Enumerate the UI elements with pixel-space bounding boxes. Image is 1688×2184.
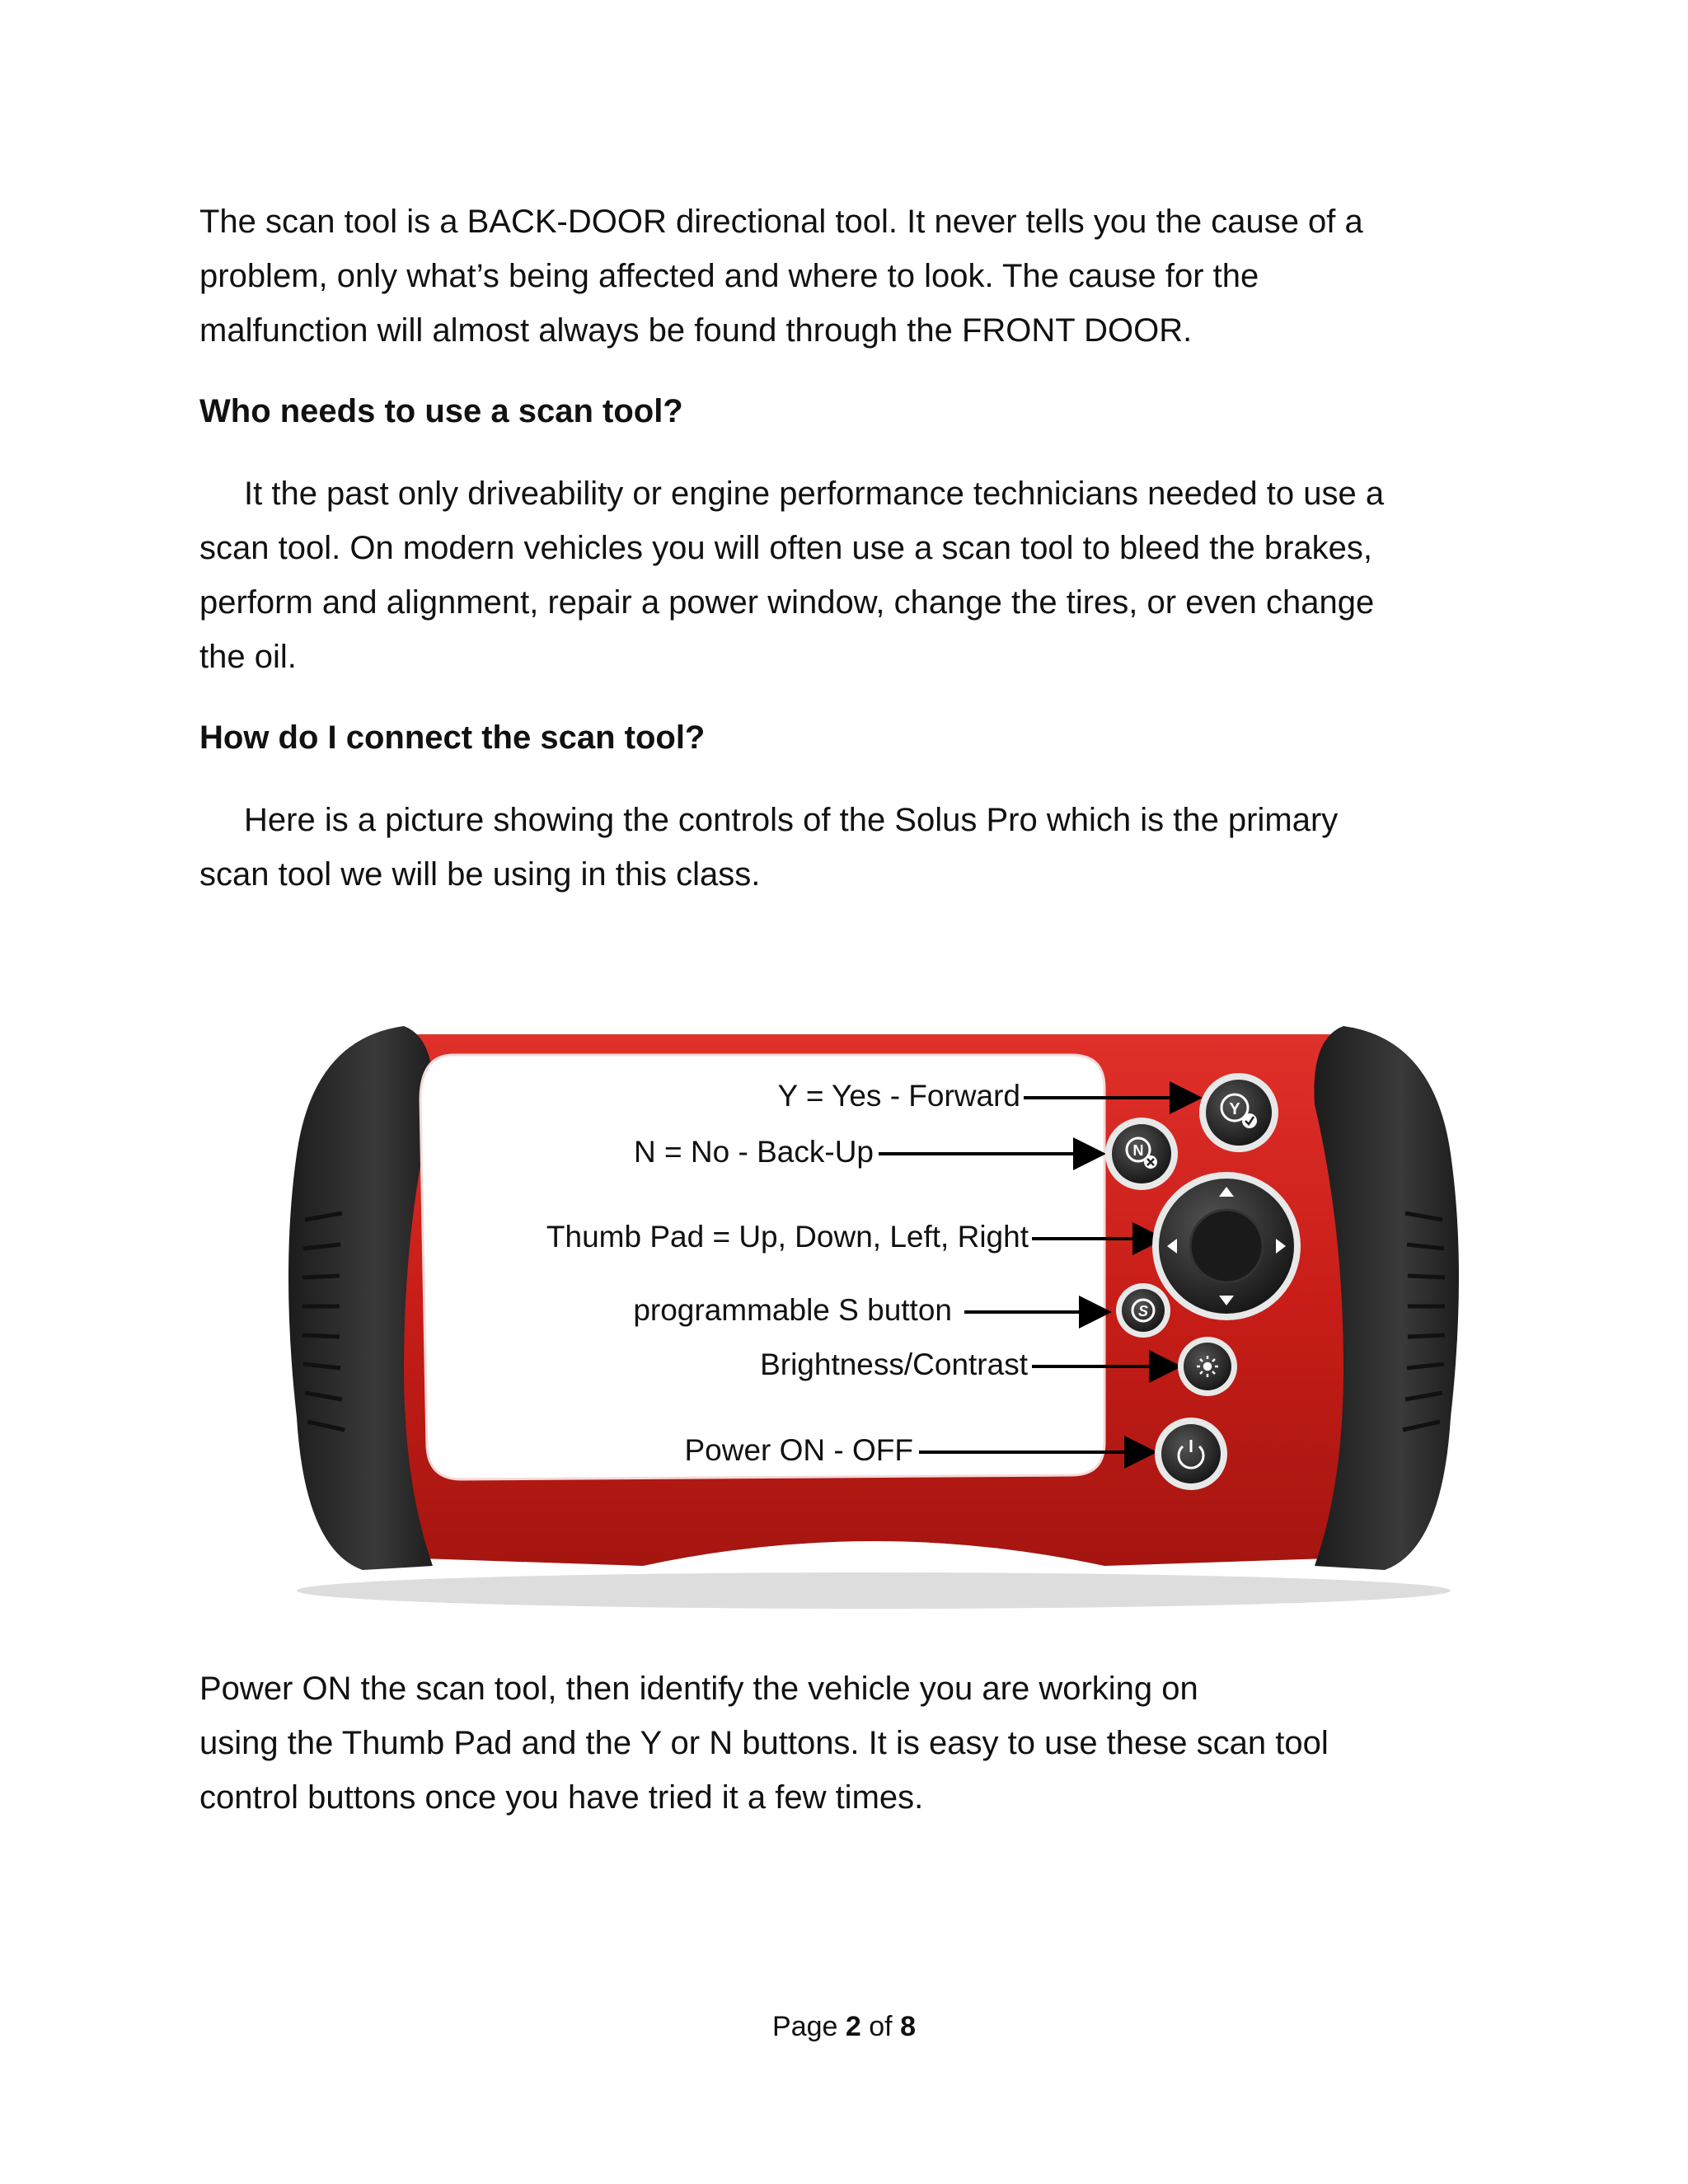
text-line: scan tool we will be using in this class. (199, 856, 761, 893)
power-button[interactable] (1155, 1418, 1227, 1490)
text-line: problem, only what’s being affected and where to look. The cause for the (199, 258, 1259, 294)
text-line: control buttons once you have tried it a few times. (199, 1779, 924, 1816)
text-line: scan tool. On modern vehicles you will often use a scan tool to bleed the brakes, (199, 530, 1373, 566)
n-button-glyph: N (1132, 1142, 1144, 1159)
of-word: of (869, 2011, 893, 2042)
check-icon (1242, 1113, 1257, 1128)
current-page-number: 2 (845, 2011, 861, 2042)
thumb-pad-center (1190, 1210, 1263, 1282)
solus-pro-figure (280, 1022, 1467, 1615)
text-line: using the Thumb Pad and the Y or N buttons. It is easy to use these scan tool (199, 1725, 1329, 1761)
y-button[interactable] (1199, 1073, 1278, 1152)
text-line: It the past only driveability or engine performance technicians needed to use a (244, 476, 1385, 512)
text-line: The scan tool is a BACK-DOOR directional tool. It never tells you the cause of a (199, 204, 1363, 240)
section-heading-how: How do I connect the scan tool? (199, 719, 706, 756)
s-button-glyph: S (1137, 1303, 1149, 1319)
text-line: malfunction will almost always be found through the FRONT DOOR. (199, 312, 1193, 349)
total-page-number: 8 (900, 2011, 916, 2042)
y-button-glyph: Y (1229, 1100, 1240, 1118)
closing-paragraph (199, 1661, 1502, 1825)
label-yes: Y = Yes - Forward (777, 1079, 1020, 1113)
device-shadow (297, 1572, 1451, 1609)
brightness-button[interactable] (1178, 1337, 1237, 1396)
text-line: perform and alignment, repair a power window, change the tires, or even change (199, 584, 1375, 621)
n-button[interactable] (1105, 1118, 1178, 1190)
device-screen (420, 1055, 1104, 1479)
label-thumb-pad: Thumb Pad = Up, Down, Left, Right (546, 1220, 1029, 1254)
text-line: Here is a picture showing the controls of the Solus Pro which is the primary (244, 802, 1339, 838)
label-s-button: programmable S button (633, 1293, 952, 1327)
section-heading-who: Who needs to use a scan tool? (199, 393, 683, 429)
label-power: Power ON - OFF (684, 1433, 913, 1467)
s-button[interactable] (1116, 1283, 1170, 1338)
label-no: N = No - Back-Up (634, 1135, 874, 1169)
who-paragraph (199, 466, 1502, 684)
intro-paragraph (199, 194, 1502, 358)
how-paragraph (199, 793, 1502, 902)
page-word: Page (772, 2011, 838, 2042)
page-footer (0, 2011, 1688, 2043)
text-line: Power ON the scan tool, then identify the vehicle you are working on (199, 1671, 1198, 1707)
text-line: the oil. (199, 639, 297, 675)
label-brightness: Brightness/Contrast (760, 1347, 1028, 1381)
thumb-pad[interactable] (1152, 1172, 1301, 1320)
